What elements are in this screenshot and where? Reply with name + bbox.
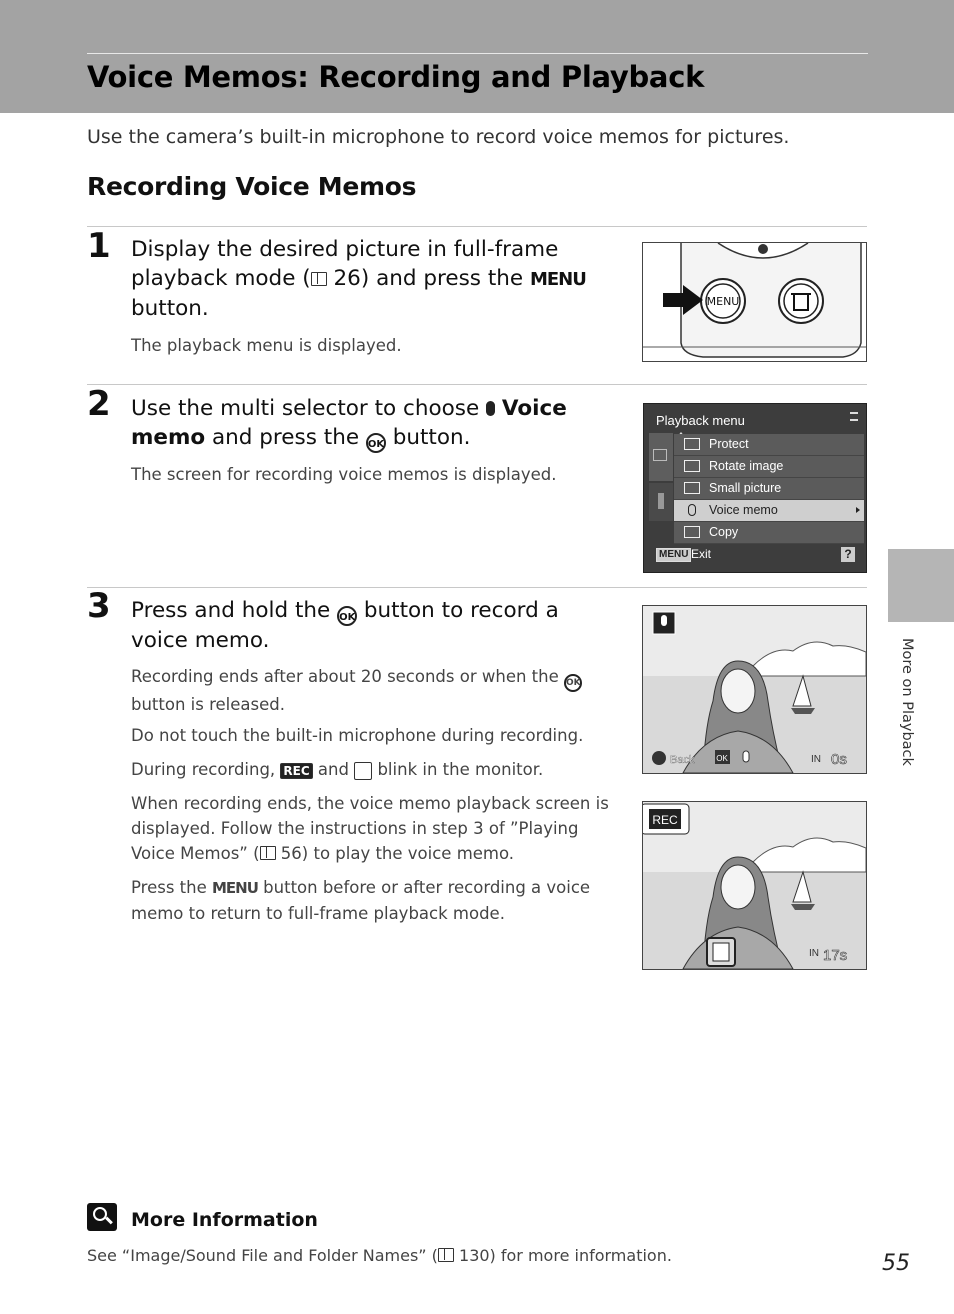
book-icon bbox=[438, 1248, 454, 1262]
playback-tab-icon bbox=[649, 433, 673, 481]
rec-label: REC bbox=[652, 813, 678, 827]
page-title: Voice Memos: Recording and Playback bbox=[87, 60, 705, 94]
intro-text: Use the camera’s built-in microphone to record voice memos for pictures. bbox=[87, 126, 790, 148]
recording-screen bbox=[642, 801, 867, 970]
header-band bbox=[0, 0, 954, 113]
voice-memo-screen bbox=[642, 605, 867, 774]
memory-label: IN bbox=[809, 948, 819, 959]
camera-back-drawing bbox=[643, 243, 866, 361]
back-label: Back bbox=[670, 754, 695, 766]
more-info-title: More Information bbox=[131, 1209, 318, 1231]
step-1-sub: The playback menu is displayed. bbox=[131, 336, 402, 355]
step-3-para: Recording ends after about 20 seconds or when the OK button is released. bbox=[131, 667, 581, 714]
record-time: 0s bbox=[831, 751, 847, 768]
key-icon bbox=[684, 438, 700, 450]
header-rule bbox=[87, 53, 868, 54]
section-title: Recording Voice Memos bbox=[87, 172, 417, 201]
book-icon bbox=[260, 846, 276, 860]
microphone-icon bbox=[743, 751, 749, 762]
woman-lake-photo bbox=[643, 606, 866, 773]
menu-glyph: MENU bbox=[212, 879, 258, 897]
ok-icon: OK bbox=[366, 433, 386, 453]
microphone-icon bbox=[688, 504, 696, 516]
more-info-text: See “Image/Sound File and Folder Names” ( 130) for more information. bbox=[87, 1246, 672, 1265]
step-3-para: During recording, REC and blink in the monitor. bbox=[131, 760, 544, 779]
menu-item-protect: Protect bbox=[674, 434, 864, 456]
ok-label: OK bbox=[716, 754, 728, 763]
camera-buttons-illustration bbox=[642, 242, 867, 362]
step-3-heading: Press and hold the OK button to record a voice memo. bbox=[131, 598, 559, 653]
step-3-para: When recording ends, the voice memo playback screen is displayed. Follow the instructions in step 3 of ”Playing Voice Memos” ( 56) to play the voice memo. bbox=[131, 794, 609, 863]
side-tab bbox=[888, 549, 954, 622]
multi-selector-icon bbox=[652, 751, 666, 765]
menu-item-copy: Copy bbox=[674, 522, 864, 544]
ok-icon: OK bbox=[337, 606, 357, 626]
rotate-icon bbox=[684, 460, 700, 472]
menu-item-voice-memo: Voice memo bbox=[674, 500, 864, 522]
record-time: 17s bbox=[823, 947, 848, 964]
playback-menu-title: Playback menu bbox=[656, 413, 745, 428]
step-number: 2 bbox=[87, 384, 111, 424]
menu-button-label: MENU bbox=[706, 295, 740, 308]
exit-label: Exit bbox=[691, 547, 712, 561]
menu-item-small-picture: Small picture bbox=[674, 478, 864, 500]
woman-lake-photo bbox=[643, 802, 866, 969]
more-info-icon bbox=[87, 1203, 117, 1231]
step-divider bbox=[87, 384, 867, 385]
step-2-sub: The screen for recording voice memos is displayed. bbox=[131, 465, 557, 484]
menu-button-glyph: MENU bbox=[656, 548, 691, 562]
step-number: 3 bbox=[87, 586, 111, 626]
page-number: 55 bbox=[882, 1251, 910, 1276]
microphone-icon bbox=[486, 401, 495, 416]
step-number: 1 bbox=[87, 226, 111, 266]
step-2-heading: Use the multi selector to choose Voice memo and press the OK button. bbox=[131, 394, 601, 453]
submenu-arrow-icon bbox=[856, 507, 860, 513]
copy-icon bbox=[684, 526, 700, 538]
step-3-para: Do not touch the built-in microphone during recording. bbox=[131, 726, 584, 745]
step-1-heading: Display the desired picture in full-frame playback mode ( 26) and press the MENU button. bbox=[131, 237, 586, 321]
book-icon bbox=[311, 272, 327, 286]
ok-icon: OK bbox=[564, 674, 582, 692]
menu-glyph: MENU bbox=[529, 269, 586, 290]
small-picture-icon bbox=[684, 482, 700, 494]
menu-item-rotate-image: Rotate image bbox=[674, 456, 864, 478]
side-tab-label: More on Playback bbox=[899, 638, 915, 766]
memory-label: IN bbox=[811, 754, 821, 765]
step-3-para: Press the MENU button before or after recording a voice memo to return to full-frame playback mode. bbox=[131, 878, 591, 923]
help-icon: ? bbox=[841, 547, 855, 562]
rec-icon: REC bbox=[280, 763, 312, 779]
step-divider bbox=[87, 587, 867, 588]
setup-tab-icon bbox=[649, 483, 673, 521]
voice-recording-icon bbox=[354, 762, 372, 780]
step-divider bbox=[87, 226, 867, 227]
playback-menu-screen bbox=[643, 403, 867, 573]
scroll-indicator-icon bbox=[850, 412, 858, 421]
